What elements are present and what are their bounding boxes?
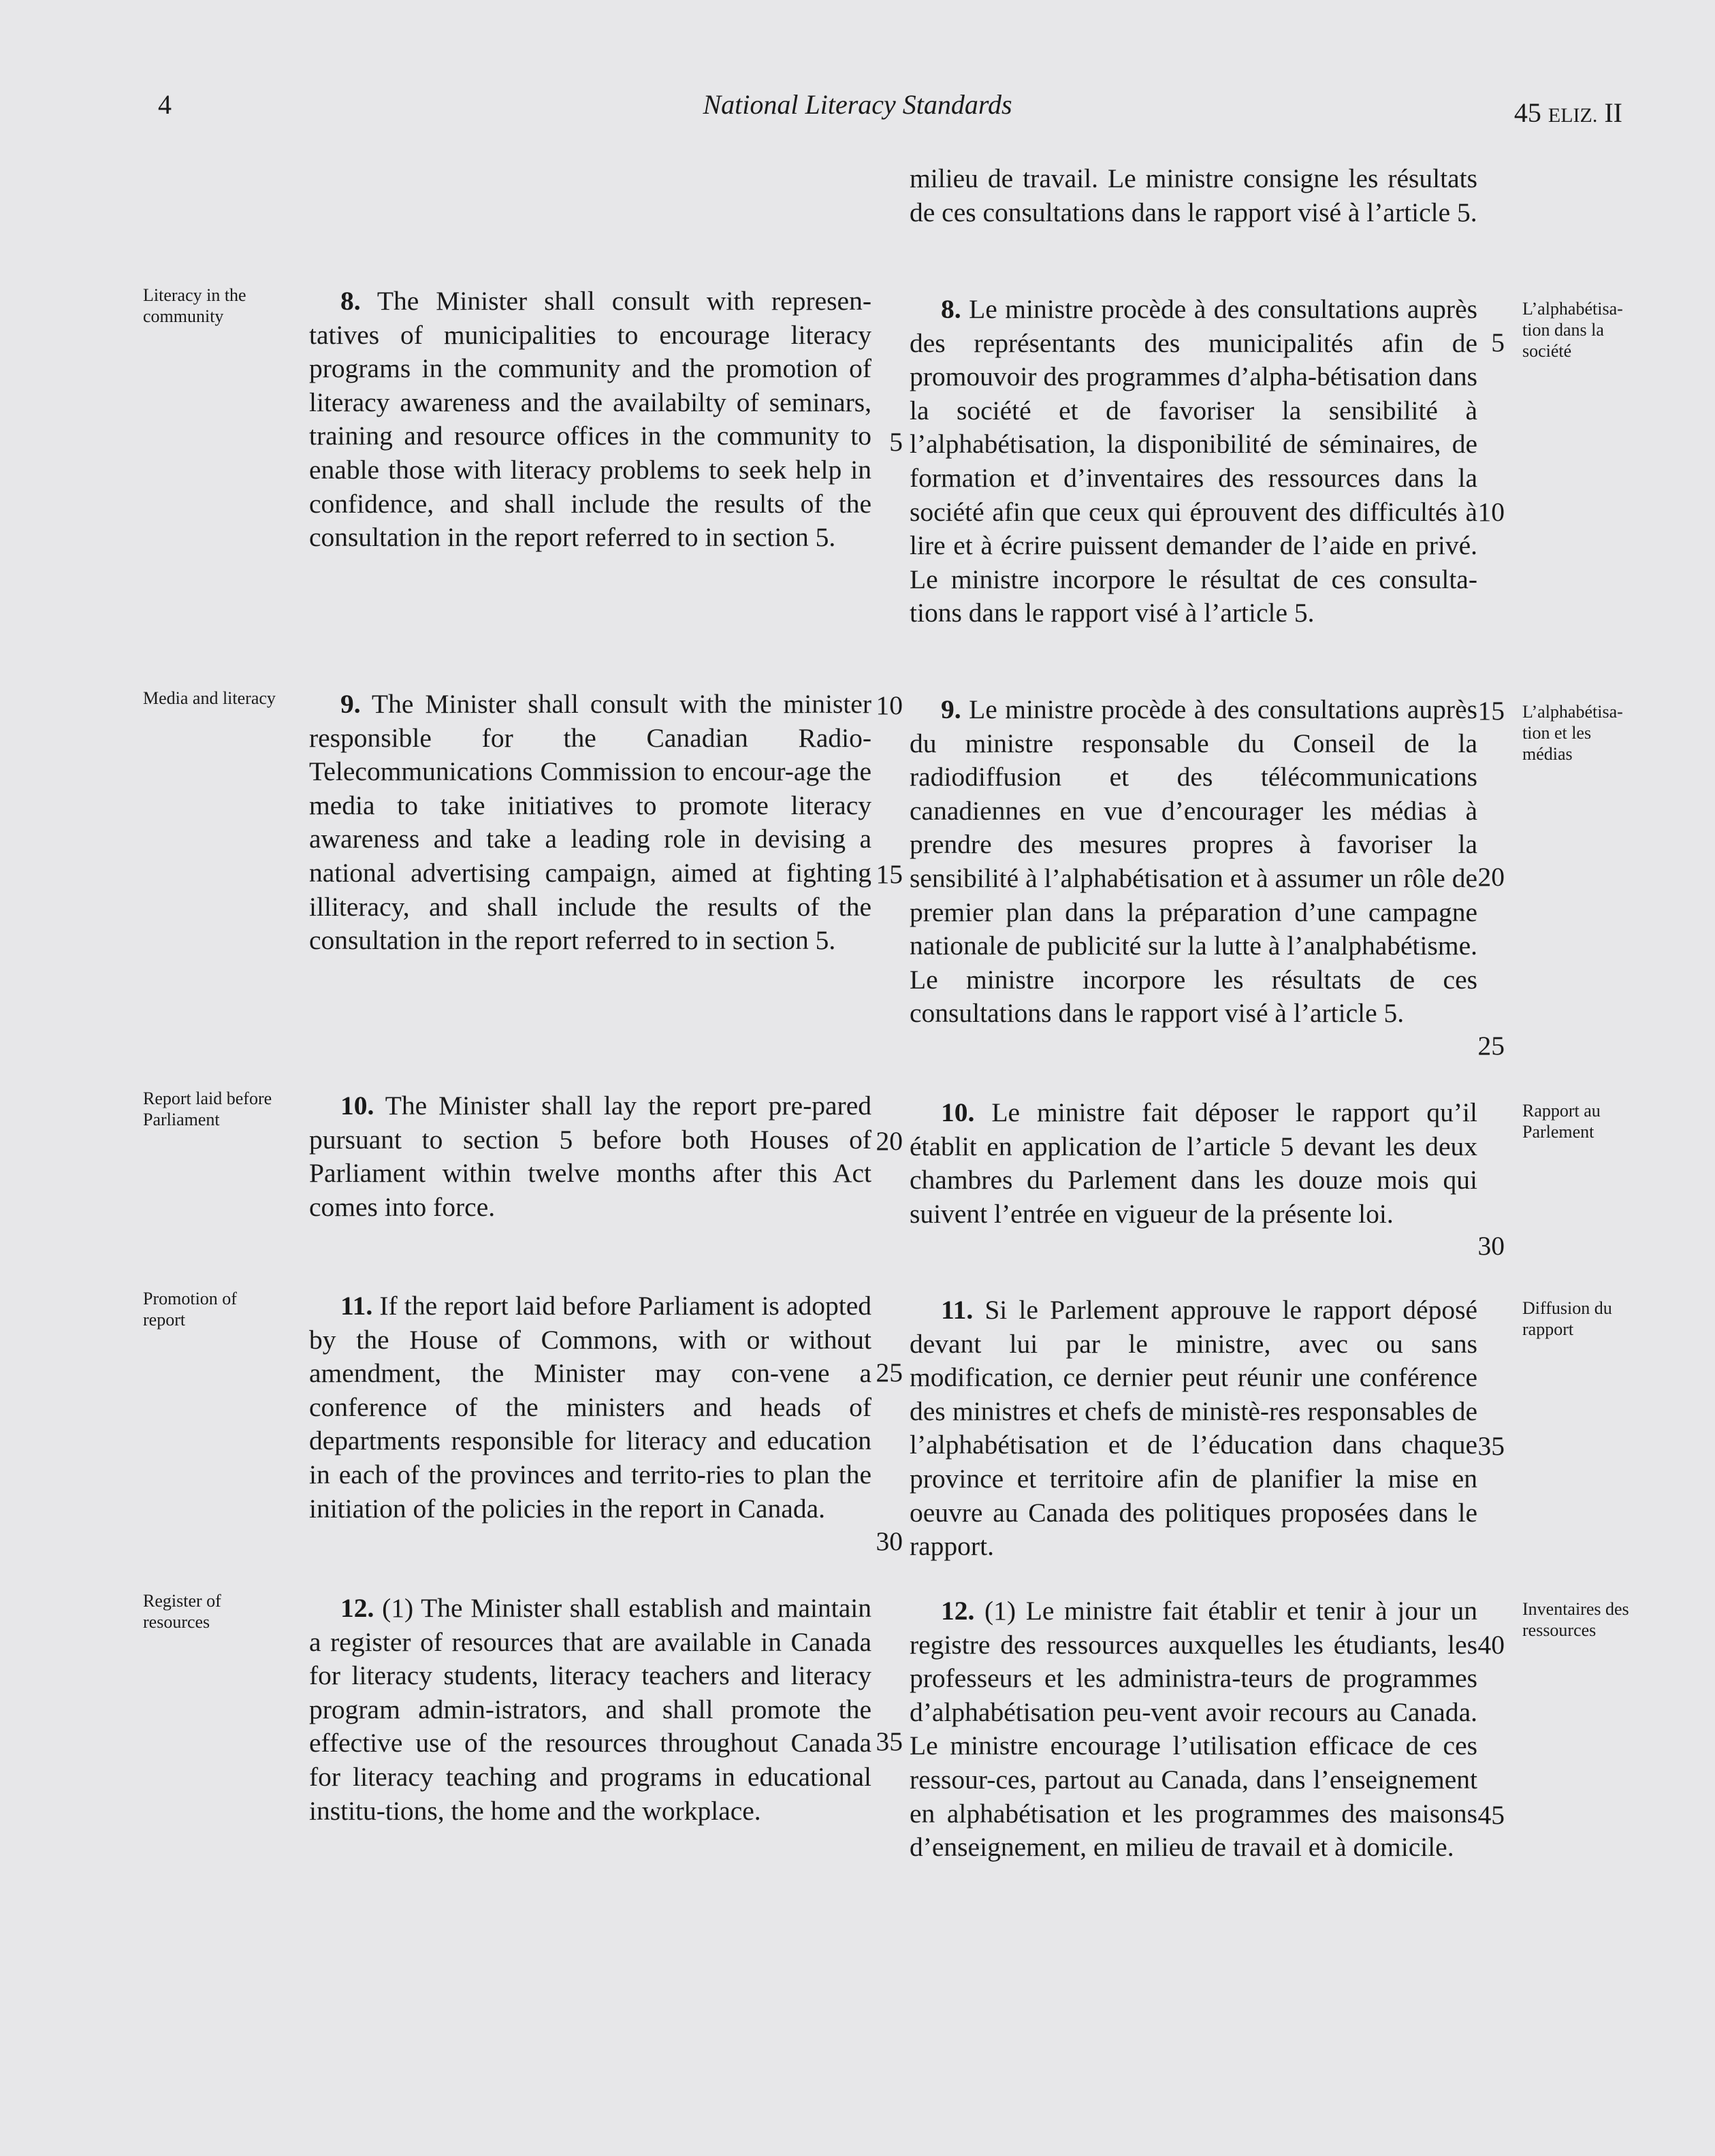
regnal-year bbox=[1514, 97, 1622, 129]
section-12-fr bbox=[910, 1594, 1477, 1865]
section-number: 11. bbox=[340, 1291, 373, 1321]
section-text: The Minister shall consult with the minister responsible for the Canadian Radio-Telecommunications Commission to encour-age the media to take initiatives to promote literacy awareness and take a leading role in devising a national advertising campaign, aimed at fighting illiteracy, and shall include the results of the consultation in the report referred to in section 5. bbox=[309, 689, 871, 956]
section-text: Le ministre fait déposer le rapport qu’il établit en application de l’article 5 devant les deux chambres du Parlement dans les douze mois qui suivent l’entrée en vigueur de la présente loi. bbox=[910, 1097, 1477, 1229]
section-text: The Minister shall lay the report pre-pared pursuant to section 5 before both Houses of Parliament within twelve months after this Act comes into force. bbox=[309, 1091, 871, 1222]
section-number: 10. bbox=[941, 1097, 975, 1127]
regnal-year-number: 45 bbox=[1513, 97, 1541, 128]
margin-note-en-10: Report laid before Parliament bbox=[143, 1089, 272, 1129]
line-number-en: 25 bbox=[876, 1357, 903, 1387]
section-number: 11. bbox=[941, 1295, 974, 1325]
line-number-fr: 10 bbox=[1477, 497, 1505, 527]
line-number-fr: 5 bbox=[1491, 327, 1505, 357]
section-text: (1) The Minister shall establish and maintain a register of resources that are available in Canada for literacy students, literacy teachers and literacy program admin-istrators, and shall promote the effective use of the resources throughout Canada for literacy teaching and programs in educational institu-tions, the home and the workplace. bbox=[309, 1593, 871, 1826]
section-12-en bbox=[309, 1592, 871, 1828]
page-number: 4 bbox=[158, 89, 172, 120]
margin-note-fr-9: L’alphabétisa-tion et les médias bbox=[1522, 702, 1623, 764]
section-text: The Minister shall consult with represen-tatives of municipalities to encourage literacy programs in the community and the promotion of literacy awareness and the availabilty of seminars, training and resource offices in the community to enable those with literacy problems to seek help in confidence, and shall include the results of the consultation in the report referred to in section 5. bbox=[309, 286, 871, 553]
regnal-year-roman: II bbox=[1604, 97, 1622, 128]
line-number-fr: 45 bbox=[1477, 1800, 1505, 1830]
line-number-en: 35 bbox=[876, 1726, 903, 1756]
line-number-en: 30 bbox=[876, 1526, 903, 1556]
section-text: Le ministre procède à des consultations auprès des représentants des municipalités afin de promouvoir des programmes d’alpha-bétisation dans la société et de favoriser la sensibilité à l’alphabétisation, la disponibilité de séminaires, de formation et d’inventaires des ressources dans la société afin que ceux qui éprouvent des difficultés à lire et à écrire puissent demander de l’aide en privé. Le ministre incorpore le résultat de ces consulta-tions dans le rapport visé à l’article 5. bbox=[910, 294, 1477, 628]
margin-note-fr-11: Diffusion du rapport bbox=[1522, 1298, 1612, 1339]
margin-note-fr-12: Inventaires des ressources bbox=[1522, 1599, 1629, 1640]
line-number-en: 5 bbox=[889, 427, 903, 457]
section-text: Le ministre procède à des consultations auprès du ministre responsable du Conseil de la radiodiffusion et des télécommunications canadiennes en vue d’encourager les médias à prendre des mesures propres à favoriser la sensibilité à l’alphabétisation et à assumer un rôle de premier plan dans la préparation d’une campagne nationale de publicité sur la lutte à l’analphabétisme. Le ministre incorpore les résultats de ces consultations dans le rapport visé à l’article 5. bbox=[910, 694, 1477, 1029]
section-8-en bbox=[309, 285, 871, 555]
margin-note-en-11: Promotion of report bbox=[143, 1289, 237, 1330]
line-number-fr: 40 bbox=[1477, 1630, 1505, 1660]
section-9-en bbox=[309, 688, 871, 958]
line-number-fr: 20 bbox=[1477, 862, 1505, 892]
section-number: 9. bbox=[941, 694, 961, 724]
section-number: 8. bbox=[340, 286, 361, 316]
section-8-fr bbox=[910, 293, 1477, 630]
line-number-fr: 25 bbox=[1477, 1031, 1505, 1061]
line-number-en: 10 bbox=[876, 690, 903, 720]
line-number-fr: 15 bbox=[1477, 696, 1505, 726]
french-continued-text bbox=[910, 162, 1477, 229]
margin-note-fr-8: L’alphabétisa-tion dans la société bbox=[1522, 299, 1623, 361]
margin-note-en-8: Literacy in the community bbox=[143, 285, 246, 326]
section-text: Si le Parlement approuve le rapport déposé devant lui par le ministre, avec ou sans modification, ce dernier peut réunir une conférence des ministres et chefs de ministè-res responsables de l’alphabétisation et de l’éducation dans chaque province et territoire afin de planifier la mise en oeuvre au Canada des politiques proposées dans le rapport. bbox=[910, 1295, 1477, 1562]
section-number: 8. bbox=[941, 294, 961, 324]
section-text: (1) Le ministre fait établir et tenir à jour un registre des ressources auxquelles les étudiants, les professeurs et les administra-teurs de programmes d’alphabétisation peu-vent avoir recours au Canada. Le ministre encourage l’utilisation efficace de ces ressour-ces, partout au Canada, dans l’enseignement en alphabétisation et les programmes des maisons d’enseignement, en milieu de travail et à domicile. bbox=[910, 1596, 1477, 1863]
section-10-fr bbox=[910, 1096, 1477, 1231]
section-text: If the report laid before Parliament is adopted by the House of Commons, with or without amendment, the Minister may con-vene a conference of the ministers and heads of departments responsible for literacy and education in each of the provinces and territo-ries to plan the initiation of the policies in the report in Canada. bbox=[309, 1291, 871, 1524]
section-number: 12. bbox=[941, 1596, 975, 1626]
regnal-year-eliz: ELIZ. bbox=[1548, 104, 1598, 127]
line-number-en: 15 bbox=[876, 859, 903, 889]
section-number: 9. bbox=[340, 689, 361, 719]
section-10-en bbox=[309, 1089, 871, 1224]
line-number-en: 20 bbox=[876, 1126, 903, 1156]
margin-note-en-12: Register of resources bbox=[143, 1591, 221, 1632]
section-number: 10. bbox=[340, 1091, 374, 1121]
running-title: National Literacy Standards bbox=[703, 89, 1012, 120]
section-number: 12. bbox=[340, 1593, 374, 1623]
margin-note-en-9: Media and literacy bbox=[143, 688, 276, 708]
line-number-fr: 30 bbox=[1477, 1231, 1505, 1261]
section-11-fr bbox=[910, 1293, 1477, 1564]
section-9-fr bbox=[910, 693, 1477, 1031]
section-11-en bbox=[309, 1289, 871, 1526]
french-continued-paragraph: milieu de travail. Le ministre consigne les résultats de ces consultations dans le rapport visé à l’article 5. bbox=[910, 163, 1477, 227]
line-number-fr: 35 bbox=[1477, 1431, 1505, 1461]
margin-note-fr-10: Rapport au Parlement bbox=[1522, 1101, 1601, 1142]
